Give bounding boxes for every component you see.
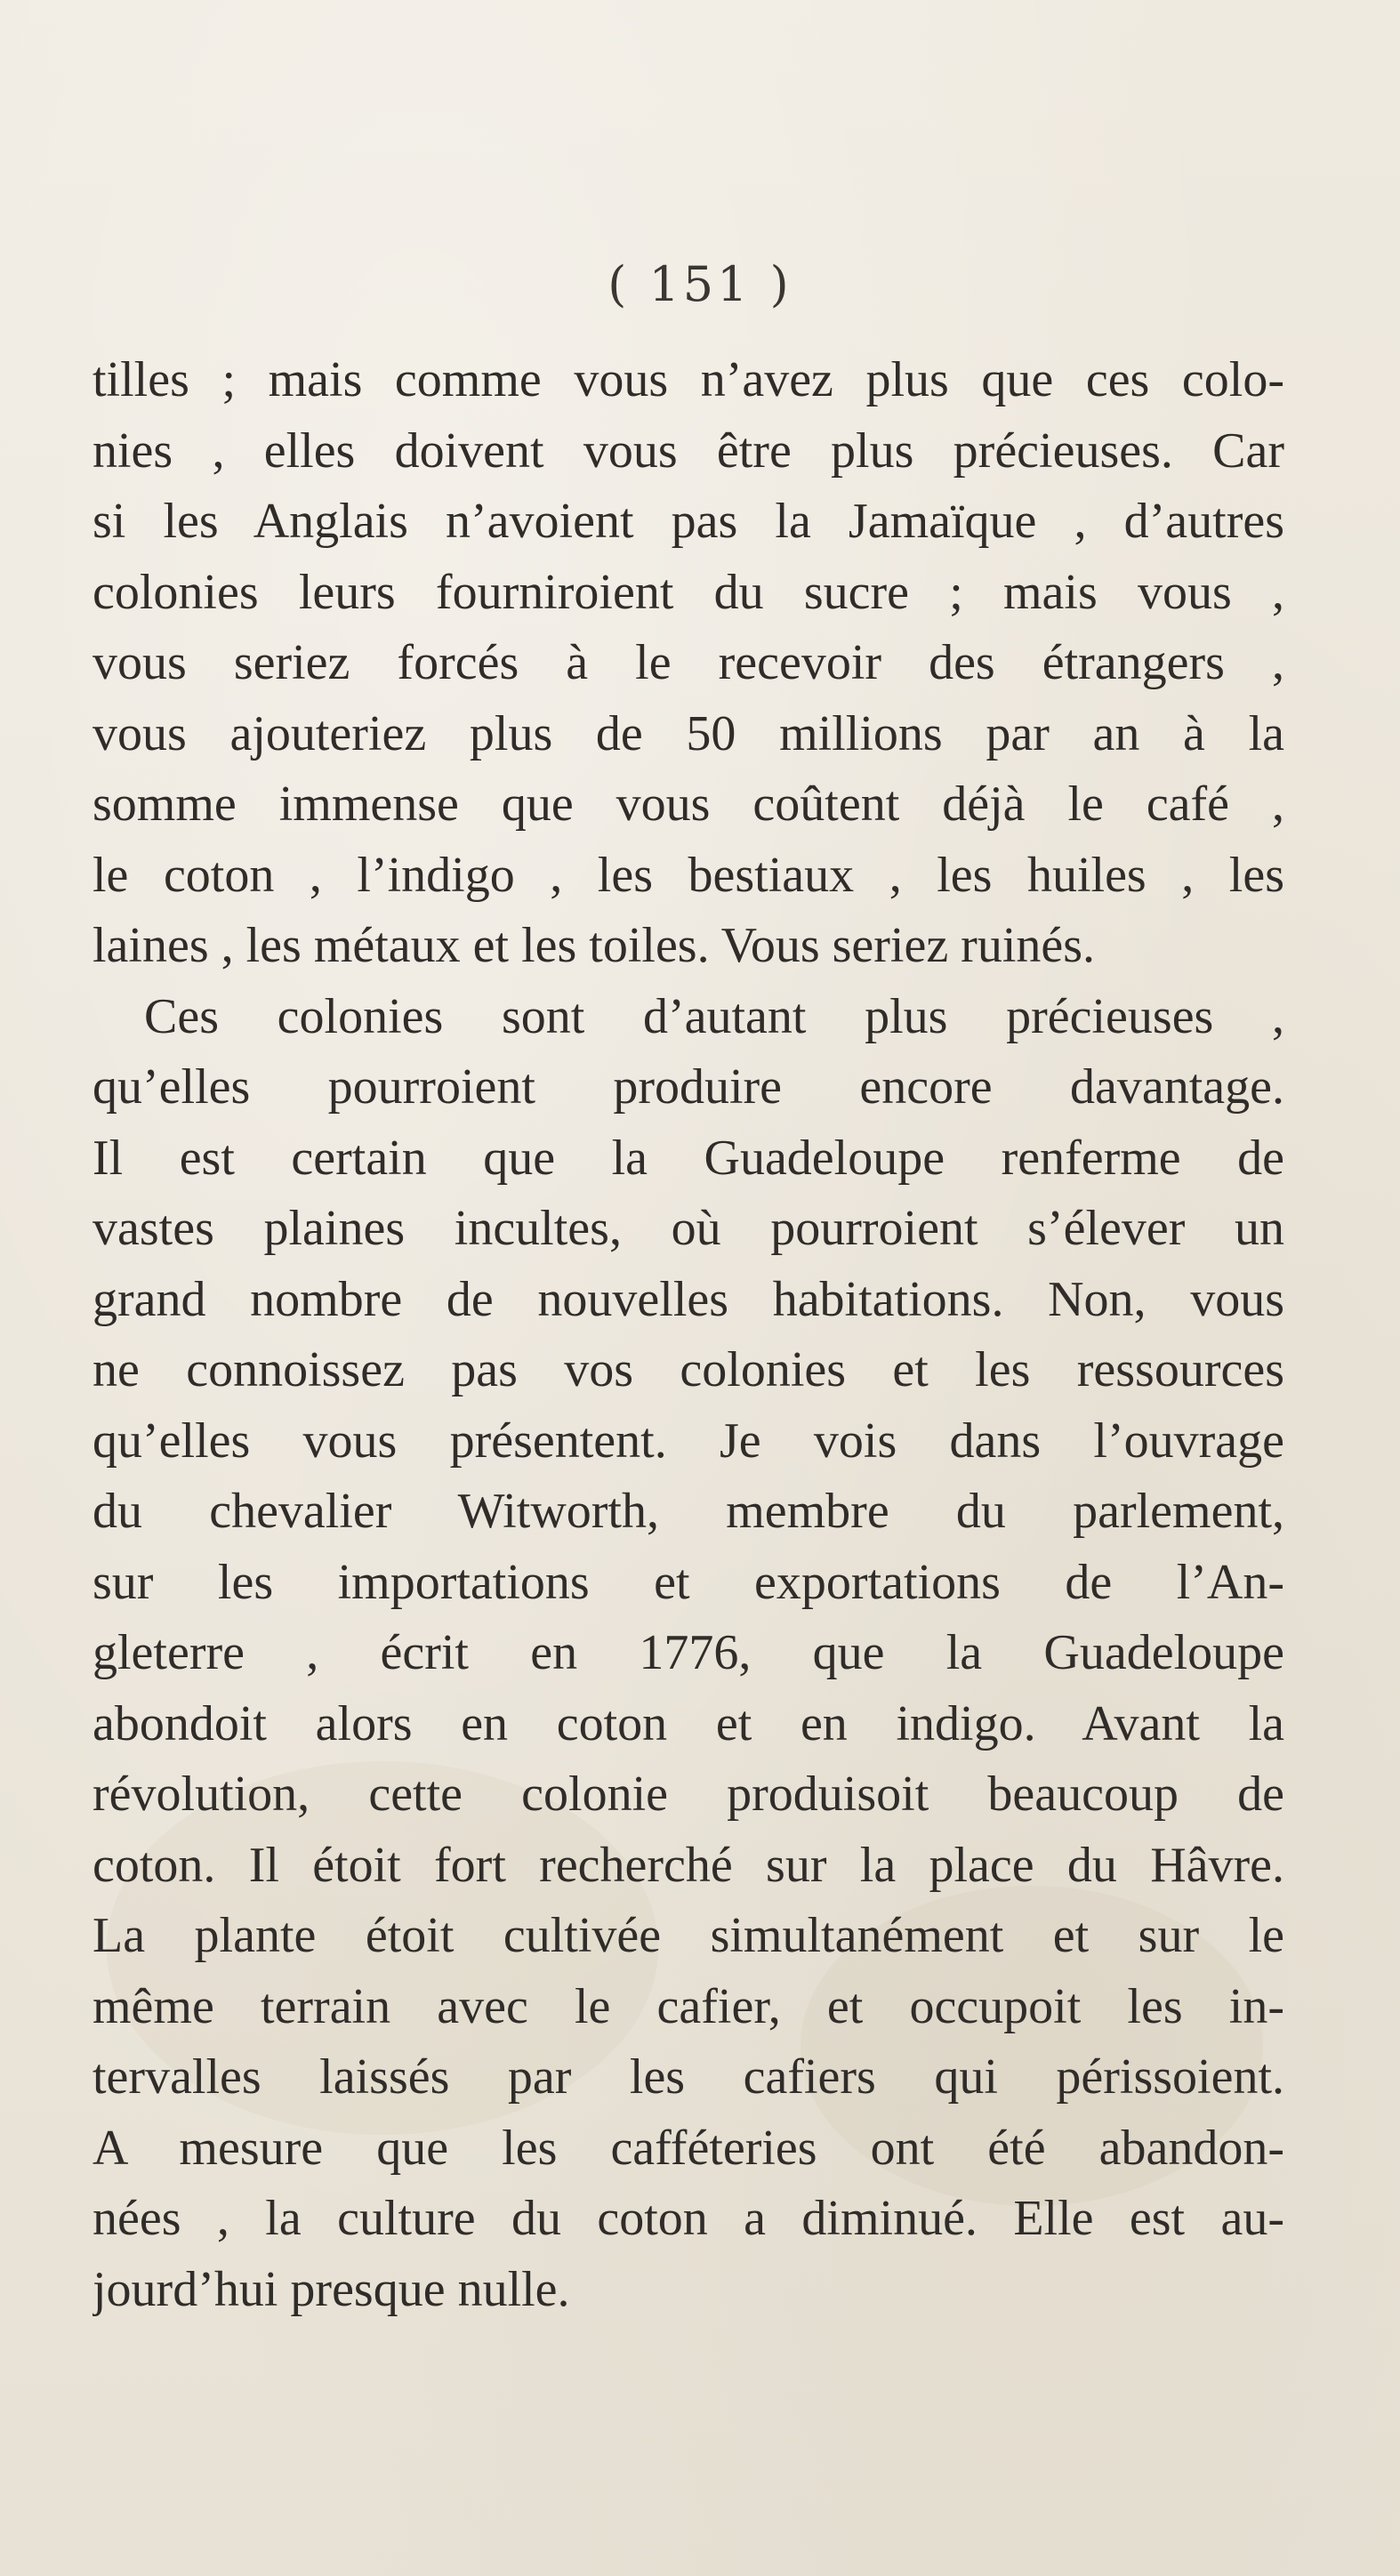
text-line: tilles ; mais comme vous n’avez plus que ces colo-	[93, 352, 1284, 407]
text-line: somme immense que vous coûtent déjà le café ,	[93, 777, 1284, 832]
text-line: nies , elles doivent vous être plus précieuses. Car	[93, 423, 1284, 479]
text-line: qu’elles vous présentent. Je vois dans l’ouvrage	[93, 1413, 1284, 1469]
text-line: colonies leurs fourniroient du sucre ; mais vous ,	[93, 564, 1284, 620]
paragraph-first-line: Ces colonies sont d’autant plus précieuses ,	[144, 988, 1284, 1044]
text-line: révolution, cette colonie produisoit beaucoup de	[93, 1767, 1284, 1822]
text-line: si les Anglais n’avoient pas la Jamaïque , d’autres	[93, 494, 1284, 549]
text-line: gleterre , écrit en 1776, que la Guadeloupe	[93, 1625, 1284, 1680]
text-line: du chevalier Witworth, membre du parlement,	[93, 1484, 1284, 1539]
text-line: même terrain avec le cafier, et occupoit les in-	[93, 1978, 1284, 2034]
text-line: le coton , l’indigo , les bestiaux , les huiles , les	[93, 847, 1284, 903]
text-line: Il est certain que la Guadeloupe renferme de	[93, 1130, 1284, 1186]
text-line: A mesure que les cafféteries ont été abandon-	[93, 2120, 1284, 2176]
text-line: tervalles laissés par les cafiers qui périssoient.	[93, 2049, 1284, 2105]
text-line: sur les importations et exportations de l’An-	[93, 1554, 1284, 1610]
text-line: vastes plaines incultes, où pourroient s’élever un	[93, 1201, 1284, 1256]
text-line: grand nombre de nouvelles habitations. Non, vous	[93, 1271, 1284, 1327]
text-line: vous ajouteriez plus de 50 millions par an à la	[93, 705, 1284, 761]
text-line: laines , les métaux et les toiles. Vous seriez ruinés.	[93, 918, 1096, 973]
text-line: jourd’hui presque nulle.	[93, 2261, 570, 2317]
text-line: vous seriez forcés à le recevoir des étrangers ,	[93, 635, 1284, 690]
text-line: nées , la culture du coton a diminué. Elle est au-	[93, 2191, 1284, 2246]
body-text	[93, 345, 1284, 2325]
text-line: La plante étoit cultivée simultanément et sur le	[93, 1908, 1284, 1963]
text-line: qu’elles pourroient produire encore davantage.	[93, 1059, 1284, 1115]
text-line: coton. Il étoit fort recherché sur la place du Hâvre.	[93, 1837, 1284, 1893]
page-number: ( 151 )	[607, 256, 793, 312]
text-line: abondoit alors en coton et en indigo. Avant la	[93, 1695, 1284, 1751]
text-line: ne connoissez pas vos colonies et les ressources	[93, 1342, 1284, 1397]
